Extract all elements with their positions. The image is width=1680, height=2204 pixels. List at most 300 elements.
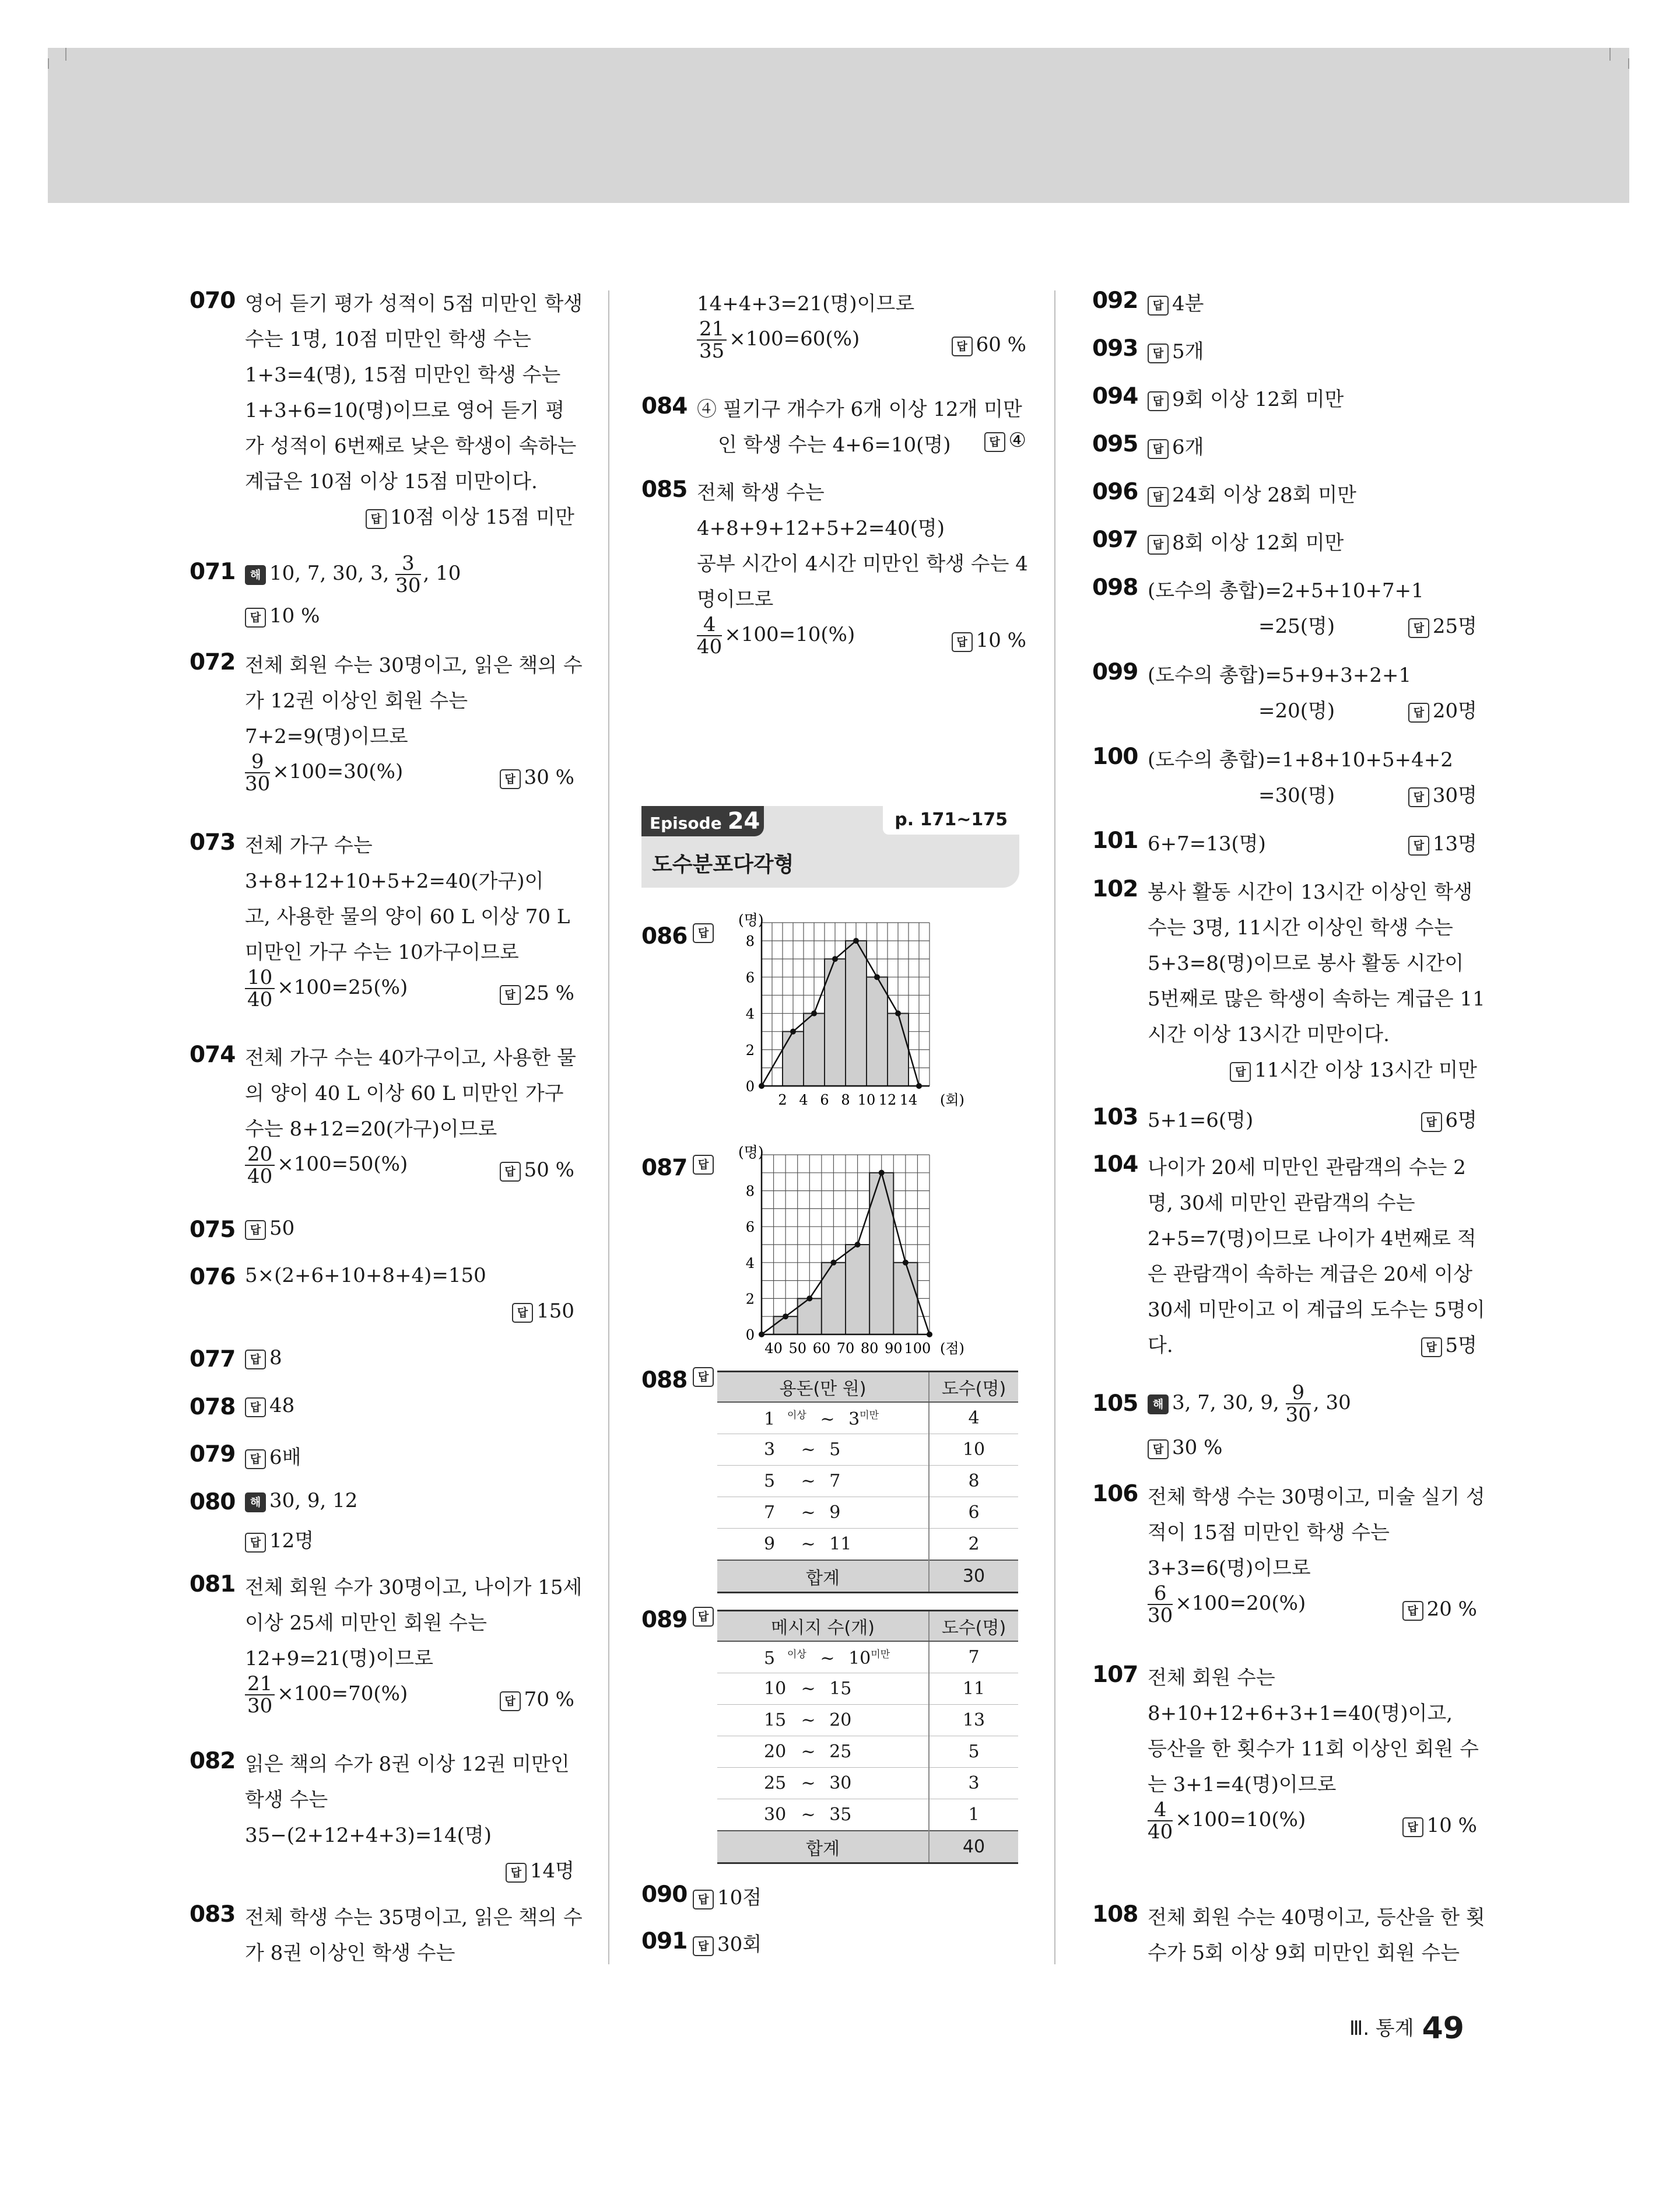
x-tick-label: 60 bbox=[812, 1340, 831, 1357]
answer: 답 10 % bbox=[952, 629, 1026, 652]
calc-line: $\frac{9}{30}$ ×100=30(%) bbox=[245, 750, 404, 796]
text-line: 전체 가구 수는 bbox=[245, 834, 373, 857]
item-number: 074 bbox=[190, 1042, 236, 1068]
answer: 답 6개 bbox=[1148, 431, 1477, 460]
text-line: 가 12권 이상인 회원 수는 bbox=[245, 689, 468, 713]
class-interval-cell: 1 $^{이상}$ ~ $3^{미만}$ bbox=[717, 1402, 929, 1434]
table-row bbox=[717, 1497, 1018, 1529]
text-line: (도수의 총합)=1+8+10+5+4+2 bbox=[1148, 748, 1453, 772]
answer-icon: 답 bbox=[245, 608, 266, 628]
item-number: 091 bbox=[641, 1928, 688, 1954]
answer: 답 10 % bbox=[245, 604, 574, 628]
column-divider bbox=[1054, 290, 1055, 1964]
answer: 답 10점 bbox=[693, 1881, 762, 1910]
frequency-table-088 bbox=[717, 1371, 1018, 1593]
episode-title: 도수분포다각형 bbox=[652, 853, 794, 877]
polygon-point bbox=[783, 1313, 788, 1319]
polygon-point bbox=[806, 1295, 812, 1301]
text-line: 봉사 활동 시간이 13시간 이상인 학생 bbox=[1148, 881, 1473, 904]
item-number: 096 bbox=[1092, 479, 1138, 505]
polygon-point bbox=[759, 1083, 764, 1089]
solution-icon: 해 bbox=[245, 1492, 266, 1512]
answer: 답 8 bbox=[245, 1346, 574, 1369]
text-line: 2+5=7(명)이므로 나이가 4번째로 적 bbox=[1148, 1227, 1476, 1250]
frequency-cell: 10 bbox=[929, 1434, 1018, 1466]
crop-mark bbox=[48, 58, 49, 69]
item-number: 101 bbox=[1092, 828, 1138, 854]
fraction: $\frac{20}{40}$ bbox=[245, 1144, 275, 1187]
x-axis-unit: (회) bbox=[940, 1092, 964, 1108]
answer: 답 10 % bbox=[1402, 1814, 1477, 1837]
calc-line: $\frac{20}{40}$ ×100=50(%) bbox=[245, 1144, 574, 1187]
item-number: 108 bbox=[1092, 1901, 1138, 1928]
class-interval-cell: 7 ~ 9 bbox=[717, 1497, 929, 1529]
item-number: 103 bbox=[1092, 1104, 1138, 1130]
answer-icon: 답 bbox=[952, 337, 973, 356]
class-interval-cell: 3 ~ 5 bbox=[717, 1434, 929, 1466]
answer-icon: 답 bbox=[952, 632, 973, 652]
column-header: 메시지 수(개) bbox=[717, 1611, 929, 1642]
y-axis-unit: (명) bbox=[738, 912, 764, 928]
x-tick-label: 40 bbox=[764, 1340, 783, 1357]
text-line: 학생 수는 bbox=[245, 1788, 328, 1811]
text-line: 계급은 10점 이상 15점 미만이다. bbox=[245, 470, 538, 493]
text-line: 30세 미만이고 이 계급의 도수는 5명이 bbox=[1148, 1298, 1485, 1322]
x-tick-label: 12 bbox=[878, 1092, 897, 1108]
text-line: =30(명) bbox=[1258, 784, 1335, 807]
answer: 답 20 % bbox=[1402, 1597, 1477, 1621]
fraction: $\frac{6}{30}$ bbox=[1148, 1582, 1173, 1627]
fraction: $\frac{10}{40}$ bbox=[245, 967, 275, 1010]
class-interval-cell: 5 $^{이상}$ ~ $10^{미만}$ bbox=[717, 1641, 929, 1673]
histogram-chart-086 bbox=[711, 912, 968, 1108]
polygon-point bbox=[874, 974, 880, 980]
text-line: 전체 학생 수는 bbox=[697, 481, 825, 504]
class-interval-cell: 20 ~ 25 bbox=[717, 1736, 929, 1768]
text-line: 전체 학생 수는 30명이고, 미술 실기 성 bbox=[1148, 1485, 1485, 1509]
item-number: 105 bbox=[1092, 1390, 1138, 1417]
calc-line: $\frac{4}{40}$ ×100=10(%) bbox=[697, 613, 855, 658]
text-line: 7+2=9(명)이므로 bbox=[245, 725, 408, 748]
text-line: 가 8권 이상인 학생 수는 bbox=[245, 1942, 455, 1965]
answer-icon: 답 bbox=[984, 432, 1005, 452]
item-number: 070 bbox=[190, 288, 236, 314]
y-tick-label: 0 bbox=[745, 1078, 755, 1095]
text-line: 은 관람객이 속하는 계급은 20세 이상 bbox=[1148, 1263, 1473, 1286]
episode-pages: p. 171~175 bbox=[883, 806, 1019, 835]
table-total-row bbox=[717, 1831, 1018, 1863]
answer: 답 5개 bbox=[1148, 335, 1477, 364]
table-row bbox=[717, 1705, 1018, 1736]
item-number: 095 bbox=[1092, 431, 1138, 457]
polygon-point bbox=[895, 1011, 901, 1017]
text-line: 1+3+6=10(명)이므로 영어 듣기 평 bbox=[245, 399, 565, 422]
text-line: 수는 3명, 11시간 이상인 학생 수는 bbox=[1148, 916, 1453, 940]
answer: 답 10점 이상 15점 미만 bbox=[366, 501, 574, 530]
answer-icon: 답 bbox=[1421, 1112, 1442, 1132]
answer-icon: 답 bbox=[245, 1220, 266, 1240]
item-number: 079 bbox=[190, 1441, 236, 1467]
answer: 답 6명 bbox=[1421, 1104, 1477, 1133]
solution-line: 해 3, 7, 30, 9, $\frac{9}{30}$ , 30 bbox=[1148, 1382, 1477, 1425]
y-tick-label: 0 bbox=[745, 1327, 755, 1343]
text-line: 는 3+1=4(명)이므로 bbox=[1148, 1773, 1337, 1796]
column-header: 도수(명) bbox=[929, 1372, 1018, 1403]
answer: 답 13명 bbox=[1408, 828, 1477, 856]
answer-icon: 답 bbox=[1148, 487, 1169, 507]
text-line: 전체 회원 수는 bbox=[1148, 1666, 1275, 1690]
polygon-point bbox=[855, 1242, 861, 1248]
table-header-row bbox=[717, 1372, 1018, 1403]
text-line: 5×(2+6+10+8+4)=150 bbox=[245, 1264, 486, 1287]
answer: 답 48 bbox=[245, 1394, 574, 1417]
answer: 답 30회 bbox=[693, 1928, 762, 1957]
answer: 답 9회 이상 12회 미만 bbox=[1148, 383, 1477, 412]
answer-icon: 답 bbox=[693, 1155, 714, 1175]
text-line: 5번째로 많은 학생이 속하는 계급은 11 bbox=[1148, 987, 1485, 1011]
histogram-bar bbox=[867, 977, 888, 1086]
table-row bbox=[717, 1641, 1018, 1673]
text-line: 읽은 책의 수가 8권 이상 12권 미만인 bbox=[245, 1753, 570, 1776]
item-number: 078 bbox=[190, 1394, 236, 1420]
text-line: 수는 8+12=20(가구)이므로 bbox=[245, 1117, 497, 1141]
item-number: 107 bbox=[1092, 1662, 1138, 1688]
polygon-point bbox=[790, 1029, 796, 1035]
item-number: 104 bbox=[1092, 1151, 1138, 1178]
calc-line: $\frac{21}{35}$ ×100=60(%) bbox=[697, 318, 1026, 362]
text-line: 전체 회원 수는 30명이고, 읽은 책의 수 bbox=[245, 654, 583, 677]
column-divider bbox=[608, 290, 609, 1964]
x-axis-unit: (점) bbox=[940, 1340, 964, 1357]
episode-banner bbox=[641, 806, 1019, 888]
class-interval-cell: 15 ~ 20 bbox=[717, 1705, 929, 1736]
column-header: 도수(명) bbox=[929, 1611, 1018, 1642]
item-number: 073 bbox=[190, 829, 236, 856]
table-row bbox=[717, 1768, 1018, 1799]
histogram-bar bbox=[822, 1263, 846, 1334]
polygon-point bbox=[830, 1260, 836, 1266]
x-tick-label: 10 bbox=[857, 1092, 876, 1108]
table-row bbox=[717, 1673, 1018, 1705]
answer: 답 150 bbox=[512, 1299, 574, 1323]
y-tick-label: 8 bbox=[745, 933, 755, 950]
answer-icon-088 bbox=[693, 1367, 717, 1387]
x-tick-label: 100 bbox=[904, 1340, 931, 1357]
table-row bbox=[717, 1529, 1018, 1561]
text-line: 1+3=4(명), 15점 미만인 학생 수는 bbox=[245, 363, 561, 387]
answer: 답 5명 bbox=[1421, 1329, 1477, 1358]
answer-icon: 답 bbox=[245, 1350, 266, 1369]
text-line: 전체 학생 수는 35명이고, 읽은 책의 수 bbox=[245, 1906, 583, 1929]
answer-icon: 답 bbox=[693, 1607, 714, 1627]
text-line: 나이가 20세 미만인 관람객의 수는 2 bbox=[1148, 1156, 1466, 1179]
x-tick-label: 70 bbox=[836, 1340, 855, 1357]
y-axis-unit: (명) bbox=[738, 1144, 764, 1161]
answer-icon: 답 bbox=[1148, 391, 1169, 411]
text-line: 3+3=6(명)이므로 bbox=[1148, 1557, 1311, 1580]
answer-icon: 답 bbox=[500, 769, 521, 789]
total-label-cell: 합계 bbox=[717, 1831, 929, 1863]
text-line: =25(명) bbox=[1258, 615, 1335, 638]
table-row bbox=[717, 1736, 1018, 1768]
table-header-row bbox=[717, 1611, 1018, 1642]
answer: 답 12명 bbox=[245, 1525, 574, 1553]
table-row bbox=[717, 1434, 1018, 1466]
calc-line: $\frac{4}{40}$ ×100=10(%) bbox=[1148, 1798, 1306, 1844]
item-number: 099 bbox=[1092, 659, 1138, 685]
fraction: $\frac{3}{30}$ bbox=[395, 552, 421, 597]
crop-mark bbox=[65, 48, 66, 61]
polygon-point bbox=[927, 1331, 932, 1337]
answer: 답 4분 bbox=[1148, 288, 1477, 316]
x-tick-label: 2 bbox=[778, 1092, 787, 1108]
polygon-point bbox=[903, 1260, 909, 1266]
text-line: 수가 5회 이상 9회 미만인 회원 수는 bbox=[1148, 1942, 1460, 1965]
y-tick-label: 4 bbox=[745, 1255, 755, 1271]
total-label-cell: 합계 bbox=[717, 1560, 929, 1593]
answer-icon: 답 bbox=[245, 1449, 266, 1469]
answer: 답 14명 bbox=[506, 1855, 574, 1883]
answer: 답 25 % bbox=[500, 982, 574, 1005]
answer: 답 6배 bbox=[245, 1441, 574, 1470]
frequency-cell: 5 bbox=[929, 1736, 1018, 1768]
answer-icon: 답 bbox=[245, 1533, 266, 1553]
solution-icon: 해 bbox=[1148, 1394, 1169, 1414]
frequency-cell: 7 bbox=[929, 1641, 1018, 1673]
y-tick-label: 6 bbox=[745, 969, 755, 986]
polygon-point bbox=[811, 1011, 817, 1017]
y-tick-label: 4 bbox=[745, 1005, 755, 1022]
text-line: 전체 회원 수는 40명이고, 등산을 한 횟 bbox=[1148, 1906, 1485, 1929]
frequency-cell: 6 bbox=[929, 1497, 1018, 1529]
solution-line: 해 10, 7, 30, 3, $\frac{3}{30}$ , 10 bbox=[245, 553, 574, 596]
item-number: 090 bbox=[641, 1881, 688, 1908]
answer-icon: 답 bbox=[1421, 1337, 1442, 1357]
answer-icon: 답 bbox=[1402, 1817, 1423, 1837]
text-line: 다. bbox=[1148, 1334, 1173, 1357]
item-number: 100 bbox=[1092, 744, 1138, 770]
text-line: 12+9=21(명)이므로 bbox=[245, 1647, 434, 1670]
class-interval-cell: 9 ~ 11 bbox=[717, 1529, 929, 1561]
text-line: =20(명) bbox=[1258, 699, 1335, 723]
x-tick-label: 90 bbox=[885, 1340, 903, 1357]
text-line: 5+3=8(명)이므로 봉사 활동 시간이 bbox=[1148, 952, 1464, 975]
item-number: 083 bbox=[190, 1901, 236, 1928]
text-line: 고, 사용한 물의 양이 60 L 이상 70 L bbox=[245, 905, 570, 928]
frequency-table-089 bbox=[717, 1610, 1018, 1864]
text-line: 등산을 한 횟수가 11회 이상인 회원 수 bbox=[1148, 1737, 1479, 1761]
polygon-point bbox=[853, 938, 859, 944]
class-interval-cell: 30 ~ 35 bbox=[717, 1799, 929, 1831]
frequency-cell: 2 bbox=[929, 1529, 1018, 1561]
answer-icon: 답 bbox=[1148, 439, 1169, 459]
answer-icon: 답 bbox=[1148, 1439, 1169, 1459]
text-line: 수는 1명, 10점 미만인 학생 수는 bbox=[245, 328, 532, 351]
answer-icon: 답 bbox=[1408, 703, 1429, 723]
answer-icon: 답 bbox=[1230, 1062, 1251, 1082]
table-row bbox=[717, 1402, 1018, 1434]
solution-icon: 해 bbox=[245, 565, 266, 585]
crop-mark bbox=[1609, 48, 1611, 61]
answer-icon: 답 bbox=[506, 1863, 527, 1883]
answer-icon: 답 bbox=[245, 1397, 266, 1417]
x-tick-label: 6 bbox=[820, 1092, 829, 1108]
text-line: 가 성적이 6번째로 낮은 학생이 속하는 bbox=[245, 435, 577, 458]
frequency-cell: 13 bbox=[929, 1705, 1018, 1736]
answer-icon: 답 bbox=[1408, 787, 1429, 807]
text-line: 의 양이 40 L 이상 60 L 미만인 가구 bbox=[245, 1082, 564, 1105]
answer: 답 50 bbox=[245, 1217, 574, 1240]
fraction: $\frac{9}{30}$ bbox=[245, 750, 271, 796]
table-row bbox=[717, 1799, 1018, 1831]
frequency-cell: 3 bbox=[929, 1768, 1018, 1799]
class-interval-cell: 5 ~ 7 bbox=[717, 1466, 929, 1497]
polygon-point bbox=[879, 1170, 885, 1176]
text-line: 인 학생 수는 4+6=10(명) bbox=[718, 433, 951, 457]
y-tick-label: 6 bbox=[745, 1219, 755, 1236]
fraction: $\frac{21}{30}$ bbox=[245, 1673, 275, 1716]
item-number: 092 bbox=[1092, 288, 1138, 314]
answer: 답 30 % bbox=[1148, 1436, 1477, 1459]
answer-icon: 답 bbox=[693, 923, 714, 943]
answer-icon: 답 bbox=[512, 1303, 533, 1323]
answer-icon: 답 bbox=[693, 1367, 714, 1387]
text-line: 3+8+12+10+5+2=40(가구)이 bbox=[245, 870, 544, 893]
text-line: 4+8+9+12+5+2=40(명) bbox=[697, 517, 945, 540]
text-line: 8+10+12+6+3+1=40(명)이고, bbox=[1148, 1702, 1453, 1725]
histogram-bar bbox=[893, 1263, 917, 1334]
polygon-point bbox=[759, 1331, 764, 1337]
answer-icon: 답 bbox=[500, 1162, 521, 1182]
total-value-cell: 40 bbox=[929, 1831, 1018, 1863]
item-number: 088 bbox=[641, 1367, 688, 1393]
item-number: 082 bbox=[190, 1748, 236, 1774]
item-number: 094 bbox=[1092, 383, 1138, 409]
section-label: Ⅲ. 통계 bbox=[1349, 2017, 1414, 2040]
answer-icon: 답 bbox=[1408, 836, 1429, 856]
text-line: 6+7=13(명) bbox=[1148, 832, 1266, 856]
text-line: 미만인 가구 수는 10가구이므로 bbox=[245, 941, 519, 964]
item-number: 071 bbox=[190, 559, 236, 585]
text-line: (도수의 총합)=5+9+3+2+1 bbox=[1148, 664, 1412, 687]
item-number: 076 bbox=[190, 1264, 236, 1290]
answer: 답 50 % bbox=[500, 1158, 574, 1182]
item-number: 077 bbox=[190, 1346, 236, 1372]
item-number: 084 bbox=[641, 393, 688, 419]
answer-icon: 답 bbox=[500, 1691, 521, 1711]
text-line: (도수의 총합)=2+5+10+7+1 bbox=[1148, 579, 1424, 602]
y-tick-label: 2 bbox=[745, 1042, 755, 1059]
answer: 답 24회 이상 28회 미만 bbox=[1148, 479, 1477, 507]
page-number: 49 bbox=[1422, 2011, 1464, 2046]
histogram-bar bbox=[783, 1032, 804, 1086]
item-number: 080 bbox=[190, 1489, 236, 1515]
text-line: 이상 25세 미만인 회원 수는 bbox=[245, 1611, 487, 1635]
header-band bbox=[48, 48, 1629, 203]
text-line: 14+4+3=21(명)이므로 bbox=[697, 292, 915, 316]
answer-icon: 답 bbox=[500, 985, 521, 1005]
class-interval-cell: 25 ~ 30 bbox=[717, 1768, 929, 1799]
item-number: 072 bbox=[190, 649, 236, 675]
histogram-bar bbox=[804, 1014, 825, 1086]
answer: 답 20명 bbox=[1408, 695, 1477, 723]
answer: 답 30 % bbox=[500, 766, 574, 789]
answer-icon: 답 bbox=[1148, 344, 1169, 363]
item-number: 102 bbox=[1092, 876, 1138, 902]
text-line: 35−(2+12+4+3)=14(명) bbox=[245, 1824, 492, 1847]
text-line: 5+1=6(명) bbox=[1148, 1109, 1254, 1132]
answer: 답 ④ bbox=[984, 429, 1026, 452]
y-tick-label: 8 bbox=[745, 1183, 755, 1200]
fraction: $\frac{9}{30}$ bbox=[1285, 1381, 1311, 1427]
item-number: 106 bbox=[1092, 1481, 1138, 1507]
answer: 답 60 % bbox=[952, 333, 1026, 356]
histogram-bar bbox=[888, 1014, 909, 1086]
answer-icon: 답 bbox=[693, 1890, 714, 1909]
text-line: 명이므로 bbox=[697, 588, 774, 611]
y-tick-label: 2 bbox=[745, 1291, 755, 1308]
histogram-bar bbox=[846, 1245, 869, 1334]
item-number: 085 bbox=[641, 476, 688, 503]
answer: 답 25명 bbox=[1408, 610, 1477, 639]
histogram-chart-087 bbox=[711, 1144, 968, 1357]
item-number: 075 bbox=[190, 1217, 236, 1243]
frequency-cell: 1 bbox=[929, 1799, 1018, 1831]
text-line: 적이 15점 미만인 학생 수는 bbox=[1148, 1521, 1390, 1544]
text-line: 전체 가구 수는 40가구이고, 사용한 물 bbox=[245, 1046, 576, 1070]
answer-icon: 답 bbox=[1148, 296, 1169, 316]
answer: 답 70 % bbox=[500, 1688, 574, 1711]
total-value-cell: 30 bbox=[929, 1560, 1018, 1593]
fraction: $\frac{4}{40}$ bbox=[697, 613, 722, 658]
answer-icon: 답 bbox=[1148, 535, 1169, 555]
text-line: 전체 회원 수가 30명이고, 나이가 15세 bbox=[245, 1576, 583, 1599]
fraction: $\frac{4}{40}$ bbox=[1148, 1798, 1173, 1844]
item-number: 093 bbox=[1092, 335, 1138, 362]
fraction: $\frac{21}{35}$ bbox=[697, 318, 727, 362]
answer-icon: 답 bbox=[366, 509, 387, 529]
column-header: 용돈(만 원) bbox=[717, 1372, 929, 1403]
table-total-row bbox=[717, 1560, 1018, 1593]
x-tick-label: 8 bbox=[841, 1092, 850, 1108]
calc-line: $\frac{21}{30}$ ×100=70(%) bbox=[245, 1673, 574, 1716]
text-line: 명, 30세 미만인 관람객의 수는 bbox=[1148, 1192, 1415, 1215]
calc-line: $\frac{6}{30}$ ×100=20(%) bbox=[1148, 1582, 1306, 1627]
answer-icon: 답 bbox=[1408, 618, 1429, 638]
frequency-cell: 4 bbox=[929, 1402, 1018, 1434]
item-number: 081 bbox=[190, 1571, 236, 1597]
answer: 답 11시간 이상 13시간 미만 bbox=[1230, 1054, 1477, 1082]
page-footer bbox=[1349, 2011, 1464, 2046]
calc-line: $\frac{10}{40}$ ×100=25(%) bbox=[245, 967, 574, 1010]
polygon-point bbox=[916, 1083, 922, 1089]
episode-tag: Episode 24 bbox=[641, 806, 764, 836]
text-line: 공부 시간이 4시간 미만인 학생 수는 4 bbox=[697, 552, 1028, 576]
item-number: 087 bbox=[641, 1155, 688, 1181]
text-line: ④ 필기구 개수가 6개 이상 12개 미만 bbox=[697, 398, 1022, 421]
table-row bbox=[717, 1466, 1018, 1497]
item-number: 098 bbox=[1092, 574, 1138, 601]
frequency-cell: 8 bbox=[929, 1466, 1018, 1497]
crop-mark bbox=[1628, 58, 1629, 69]
x-tick-label: 50 bbox=[788, 1340, 806, 1357]
answer-icon: 답 bbox=[1402, 1601, 1423, 1621]
solution-line: 해 30, 9, 12 bbox=[245, 1489, 574, 1512]
x-tick-label: 4 bbox=[799, 1092, 808, 1108]
frequency-cell: 11 bbox=[929, 1673, 1018, 1705]
polygon-point bbox=[832, 956, 838, 962]
answer: 답 30명 bbox=[1408, 779, 1477, 808]
